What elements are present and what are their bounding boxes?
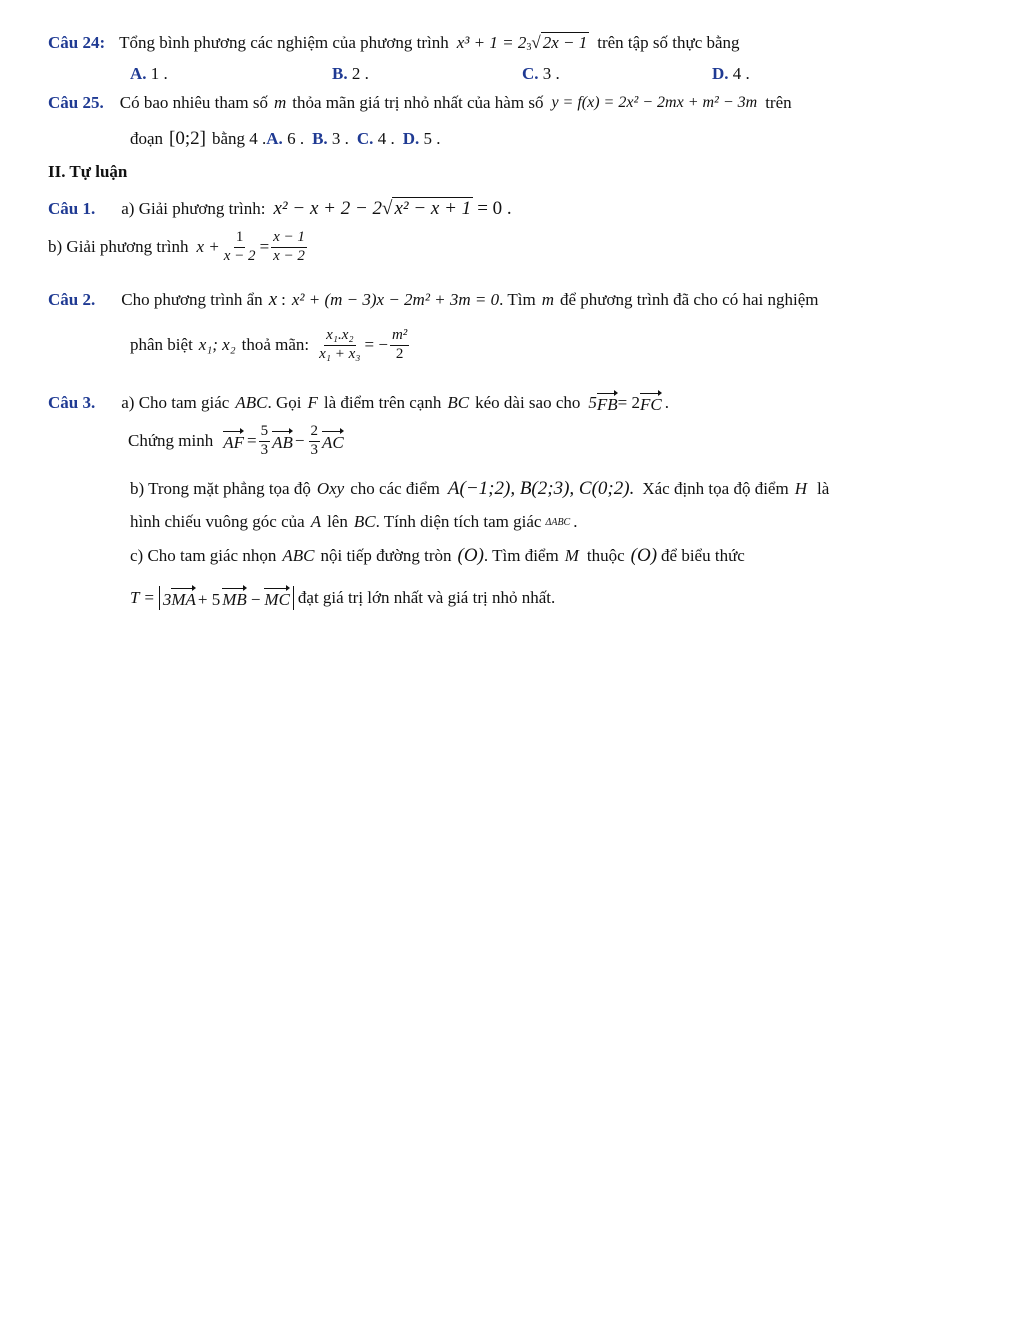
- c3-frac-5-3: $\frac{5}{3}$: [260, 423, 269, 458]
- c3-line-b1: [130, 478, 829, 500]
- q24-option-c: C. 3 .: [522, 64, 560, 83]
- c3-segment: BC: [447, 393, 470, 412]
- c2-equation: x² + (m − 3)x − 2m² + 3m = 0: [291, 290, 500, 309]
- c3-line-b2: [130, 512, 577, 532]
- c2-eq-sign: = −: [364, 335, 388, 355]
- q24-root-index: 3: [526, 42, 532, 53]
- c3-t-plus: + 5: [197, 590, 221, 609]
- c3-vector-af: AF: [223, 429, 244, 453]
- c2-line-1: [48, 289, 818, 311]
- q25-param: m: [274, 93, 287, 112]
- q25-text-1b: thỏa mãn giá trị nhỏ nhất của hàm số: [292, 93, 544, 112]
- c2-colon: :: [281, 290, 286, 309]
- c3-prove-minus: −: [294, 431, 305, 451]
- c3-prove: Chứng minh: [128, 431, 214, 451]
- c3-abs-expression: [159, 586, 294, 610]
- c2-roots: x₁; x₂: [198, 335, 236, 355]
- c3-points: A(−1;2), B(2;3), C(0;2).: [447, 478, 635, 499]
- c2-text-2: . Tìm: [499, 290, 536, 309]
- q24-radicand: 2x − 1: [542, 33, 588, 52]
- q25-option-c: C. 4 .: [356, 129, 395, 148]
- c1-eq-a-radicand: x² − x + 1: [394, 198, 472, 219]
- c3-prove-eq: =: [247, 431, 257, 451]
- c3-b-text-3: Xác định tọa độ điểm: [642, 479, 789, 498]
- c1-eq-a-left: x² − x + 2 − 2: [273, 197, 383, 219]
- q25-line-1: [48, 93, 792, 113]
- q24-option-d: D. 4 .: [712, 64, 750, 83]
- c3-line-a1: [48, 391, 669, 415]
- c1-label: Câu 1.: [48, 198, 96, 218]
- q25-label: Câu 25.: [48, 93, 104, 112]
- q25-text-1: Có bao nhiêu tham số: [119, 93, 268, 112]
- c3-c-text-2: nội tiếp đường tròn: [320, 546, 452, 565]
- c3-b-text-7: . Tính diện tích tam giác: [375, 512, 542, 531]
- q24-text-after: trên tập số thực bằng: [597, 32, 740, 52]
- c3-triangle-c: ABC: [282, 546, 315, 565]
- q25-line-2: [130, 128, 440, 150]
- c3-c-text-4: thuộc: [586, 546, 625, 565]
- q25-option-b: B. 3 .: [312, 129, 349, 148]
- c2-param: m: [541, 290, 554, 309]
- q25-interval: [0;2]: [169, 128, 206, 149]
- c1-eq-a-sqrt: √ x² − x + 1: [382, 198, 472, 219]
- q24-option-a: A. 1 .: [130, 64, 168, 83]
- c3-oxy: Oxy: [316, 479, 345, 498]
- q24-text: Tổng bình phương các nghiệm của phương trình: [119, 32, 449, 52]
- c3-rel-end: .: [664, 393, 669, 412]
- c3-a-text-4: kéo dài sao cho: [475, 393, 581, 412]
- q25-function: y = f(x) = 2x² − 2mx + m² − 3m: [551, 94, 758, 111]
- c1-eq-b-eq: =: [259, 237, 270, 257]
- c3-c-text-5: để biểu thức: [661, 546, 745, 565]
- c3-t-coef: 3: [162, 590, 172, 609]
- c3-triangle: ABC: [235, 393, 268, 412]
- c3-a-text-3: là điểm trên cạnh: [323, 393, 442, 412]
- q24-cube-root: 3 √ 2x − 1: [526, 33, 588, 53]
- c2-rhs-frac: $\frac{\text{m²}}{2}$: [391, 327, 408, 362]
- c3-c-text-6: đạt giá trị lớn nhất và giá trị nhỏ nhất.: [297, 588, 556, 607]
- c1-eq-b-x: x +: [196, 237, 220, 257]
- q25-option-d: D. 5 .: [402, 129, 441, 148]
- q24-option-b: B. 2 .: [332, 64, 369, 83]
- c3-point-f: F: [307, 393, 318, 412]
- c2-var: x: [268, 289, 278, 310]
- q24-label: Câu 24:: [48, 32, 106, 52]
- c3-circle-2: (O): [630, 545, 658, 566]
- c3-b-text-1: b) Trong mặt phẳng tọa độ: [130, 479, 311, 498]
- c1-eq-b-frac-2: $\frac{x - 1}{x - 2}$: [273, 229, 305, 264]
- c3-vector-ma: MA: [171, 586, 196, 610]
- q24-line: [48, 32, 740, 53]
- c3-a-text-2: . Gọi: [267, 393, 302, 412]
- q24-equation-left: x³ + 1 = 2: [456, 32, 527, 52]
- c3-label: Câu 3.: [48, 393, 96, 412]
- q25-option-a: A. 6 .: [266, 129, 305, 148]
- c3-segment-bc: BC: [353, 512, 376, 531]
- c3-frac-2-3: $\frac{2}{3}$: [310, 423, 318, 458]
- c3-vector-ac: AC: [322, 429, 344, 453]
- c3-b-text-4: là: [816, 479, 830, 498]
- c3-c-text-3: . Tìm điểm: [483, 546, 559, 565]
- c1-eq-a-right: = 0 .: [477, 197, 512, 219]
- c3-rel-coef: 5: [588, 393, 597, 412]
- c3-vector-mb: MB: [222, 586, 247, 610]
- c2-text-3: để phương trình đã cho có hai nghiệm: [559, 290, 819, 309]
- c3-line-c2: [130, 586, 555, 610]
- c2-text-1: Cho phương trình ẩn: [121, 290, 263, 309]
- c2-line-2: [130, 328, 411, 363]
- c3-vector-fb: FB: [597, 391, 618, 415]
- c1-part-a: a) Giải phương trình:: [121, 198, 266, 218]
- c2-text-5: thoả mãn:: [241, 335, 310, 355]
- c2-lhs-frac: $\frac{\text{x₁.x₂}}{\text{x₁ + x₃}}$: [319, 327, 361, 362]
- c3-line-c1: [130, 545, 745, 567]
- c3-b-text-6: lên: [327, 512, 348, 531]
- c3-b-end: .: [573, 512, 578, 531]
- c1-part-b: b) Giải phương trình: [48, 237, 189, 257]
- c3-b-text-5: hình chiếu vuông góc của: [130, 512, 305, 531]
- q25-text-2b: bằng 4 .: [211, 129, 267, 148]
- c3-point-a: A: [310, 512, 322, 531]
- c3-vector-fc: FC: [640, 391, 662, 415]
- c1-line-b: [48, 230, 309, 265]
- c3-vector-ab: AB: [272, 429, 293, 453]
- c3-vector-mc: MC: [264, 586, 290, 610]
- c3-point-h: H: [794, 479, 807, 498]
- c1-line-a: [48, 197, 512, 220]
- c3-a-text-1: a) Cho tam giác: [121, 393, 230, 412]
- c3-circle: (O): [457, 545, 484, 566]
- c3-rel-eq: = 2: [617, 393, 641, 412]
- c3-t-eq: T =: [130, 588, 155, 607]
- c3-point-m: M: [564, 546, 579, 565]
- c3-b-text-2: cho các điểm: [350, 479, 440, 498]
- c3-triangle-small: ΔABC: [545, 516, 571, 528]
- q25-text-1c: trên: [765, 93, 792, 112]
- c3-t-minus: −: [250, 590, 261, 609]
- c2-text-4: phân biệt: [130, 335, 193, 355]
- c3-c-text-1: c) Cho tam giác nhọn: [130, 546, 277, 565]
- c3-line-a2: [128, 424, 344, 459]
- c1-eq-b-frac-1: $\frac{1}{x - 2}$: [223, 229, 256, 264]
- c2-label: Câu 2.: [48, 290, 96, 309]
- section-title: II. Tự luận: [48, 162, 128, 181]
- q25-text-2: đoạn: [130, 129, 164, 148]
